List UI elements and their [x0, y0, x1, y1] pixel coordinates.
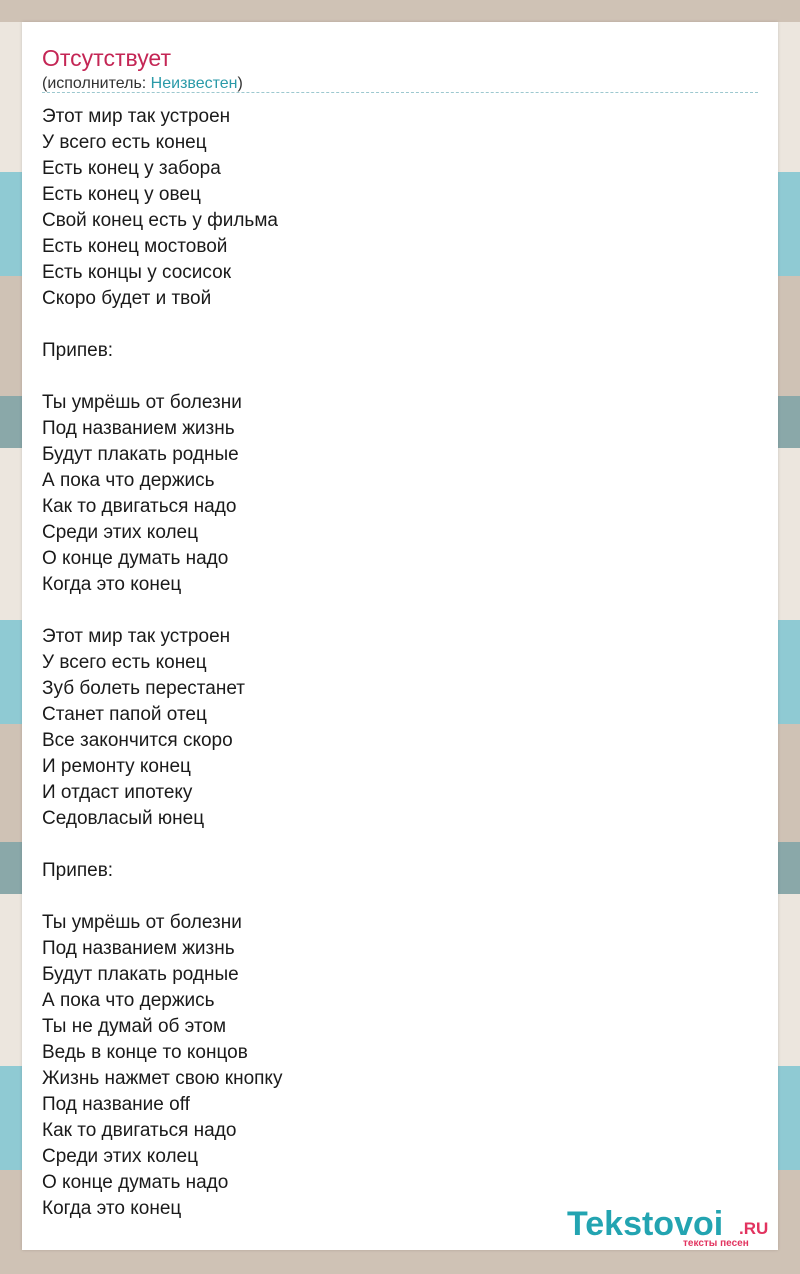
- lyric-line: [42, 598, 742, 624]
- lyric-line: Скоро будет и твой: [42, 288, 212, 309]
- lyric-line: Жизнь нажмет свою кнопку: [42, 1068, 283, 1089]
- lyric-line: О конце думать надо: [42, 548, 229, 569]
- lyric-line: Среди этих колец: [42, 1146, 198, 1167]
- lyric-line: Все закончится скоро: [42, 730, 233, 751]
- lyric-line: Ты не думай об этом: [42, 1016, 227, 1037]
- lyric-line: Есть конец мостовой: [42, 236, 228, 257]
- lyric-line: Под название off: [42, 1094, 190, 1115]
- lyric-line: Припев:: [42, 860, 114, 881]
- lyric-line: Седовласый юнец: [42, 808, 205, 829]
- lyric-line: Как то двигаться надо: [42, 496, 237, 517]
- lyric-line: Ты умрёшь от болезни: [42, 912, 242, 933]
- lyric-line: [42, 884, 742, 910]
- lyric-line: Под названием жизнь: [42, 938, 235, 959]
- lyric-line: У всего есть конец: [42, 652, 207, 673]
- lyric-line: Есть конец у овец: [42, 184, 201, 205]
- lyric-line: [42, 832, 742, 858]
- lyric-line: Под названием жизнь: [42, 418, 235, 439]
- lyric-line: Когда это конец: [42, 1198, 182, 1219]
- lyric-line: Как то двигаться надо: [42, 1120, 237, 1141]
- site-logo[interactable]: [567, 1205, 777, 1249]
- lyric-line: И ремонту конец: [42, 756, 191, 777]
- lyric-line: Зуб болеть перестанет: [42, 678, 245, 699]
- lyric-line: Ты умрёшь от болезни: [42, 392, 242, 413]
- artist-prefix: (исполнитель:: [42, 75, 151, 92]
- lyric-line: Ведь в конце то концов: [42, 1042, 248, 1063]
- lyric-line: Припев:: [42, 340, 114, 361]
- lyric-line: А пока что держись: [42, 990, 215, 1011]
- logo-domain: .RU: [739, 1219, 769, 1238]
- lyric-line: Есть концы у сосисок: [42, 262, 232, 283]
- lyric-line: Будут плакать родные: [42, 964, 239, 985]
- lyric-line: О конце думать надо: [42, 1172, 229, 1193]
- lyric-line: Есть конец у забора: [42, 158, 221, 179]
- lyric-line: [42, 364, 742, 390]
- lyrics-text: [42, 104, 742, 1222]
- background-stripe: [0, 0, 800, 22]
- lyric-line: И отдаст ипотеку: [42, 782, 193, 803]
- song-title: Отсутствует: [42, 45, 171, 71]
- lyric-line: Станет папой отец: [42, 704, 207, 725]
- lyric-line: Свой конец есть у фильма: [42, 210, 278, 231]
- lyric-line: Среди этих колец: [42, 522, 198, 543]
- lyric-line: [42, 312, 742, 338]
- lyric-line: А пока что держись: [42, 470, 215, 491]
- lyric-line: Этот мир так устроен: [42, 106, 231, 127]
- dashed-divider: [42, 92, 758, 93]
- lyric-line: Будут плакать родные: [42, 444, 239, 465]
- lyric-line: У всего есть конец: [42, 132, 207, 153]
- artist-link[interactable]: Неизвестен: [150, 75, 238, 92]
- logo-wordmark: Tekstovoi: [567, 1205, 724, 1243]
- artist-suffix: ): [237, 75, 243, 92]
- lyric-line: Когда это конец: [42, 574, 182, 595]
- lyric-line: Этот мир так устроен: [42, 626, 231, 647]
- artist-line: [42, 74, 243, 94]
- logo-tagline: тексты песен: [683, 1238, 749, 1249]
- lyrics-card: [22, 22, 778, 1250]
